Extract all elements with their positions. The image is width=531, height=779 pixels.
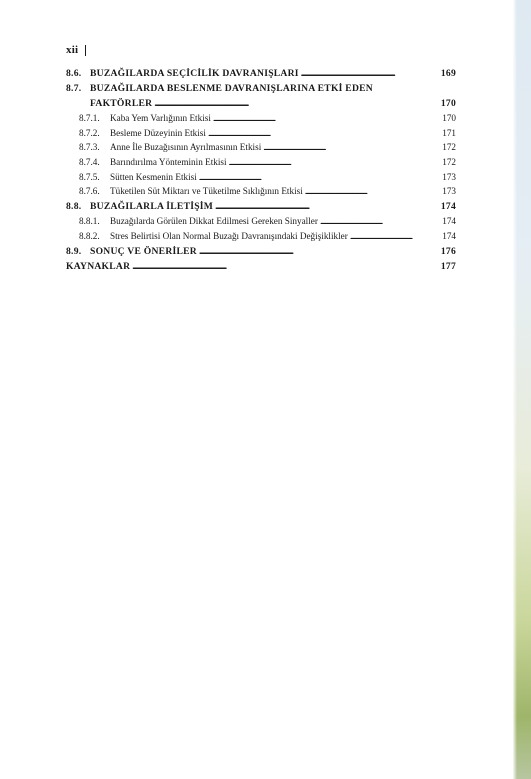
toc-entry-title: SONUÇ VE ÖNERİLER bbox=[90, 245, 197, 257]
toc-entry-8-7-3[interactable] bbox=[66, 142, 456, 157]
toc-entry-number: 8.7.3. bbox=[79, 142, 100, 153]
dot-leader bbox=[301, 68, 439, 79]
dot-leader bbox=[213, 113, 440, 123]
toc-entry-title: BUZAĞILARLA İLETİŞİM bbox=[90, 201, 214, 213]
toc-entry-number: 8.7.2. bbox=[79, 127, 100, 138]
toc-entry-number: 8.7.6. bbox=[79, 186, 100, 197]
toc-entry-page: 172 bbox=[442, 142, 456, 153]
toc-entry-page: 170 bbox=[440, 98, 456, 109]
header-divider bbox=[85, 45, 86, 56]
dot-leader bbox=[132, 261, 439, 272]
page-number: xii bbox=[66, 44, 79, 56]
toc-entry-number: 8.8.2. bbox=[79, 230, 100, 241]
toc-entry-title: Barındırılma Yönteminin Etkisi bbox=[110, 157, 227, 168]
toc-entry-title: BUZAĞILARDA SEÇİCİLİK DAVRANIŞLARI bbox=[90, 68, 299, 79]
toc-entry-title: BUZAĞILARDA BESLENME DAVRANIŞLARINA ETKİ EDEN bbox=[90, 83, 373, 94]
toc-entry-page: 174 bbox=[440, 201, 456, 213]
toc-entry-title: Tüketilen Süt Miktarı ve Tüketilme Sıklığının Etkisi bbox=[110, 186, 303, 197]
running-header bbox=[66, 44, 86, 56]
toc-entry-8-8-1[interactable] bbox=[66, 216, 456, 231]
dot-leader bbox=[215, 201, 439, 212]
toc-entry-8-9[interactable] bbox=[66, 246, 456, 261]
toc-entry-page: 173 bbox=[442, 171, 456, 182]
toc-entry-title: Kaba Yem Varlığının Etkisi bbox=[110, 113, 211, 123]
toc-entry-page: 173 bbox=[442, 186, 456, 197]
toc-entry-number: 8.7.4. bbox=[79, 157, 100, 168]
toc-entry-page: 169 bbox=[440, 68, 456, 79]
toc-entry-title: Stres Belirtisi Olan Normal Buzağı Davranışındaki Değişiklikler bbox=[110, 230, 348, 241]
dot-leader bbox=[320, 216, 440, 226]
toc-entry-number: 8.8.1. bbox=[79, 216, 100, 227]
toc-entry-page: 176 bbox=[440, 245, 456, 257]
dot-leader bbox=[263, 142, 440, 152]
toc-entry-title: Anne İle Buzağısının Ayrılmasının Etkisi bbox=[110, 142, 262, 153]
dot-leader bbox=[199, 172, 440, 182]
toc-entry-8-8-2[interactable] bbox=[66, 231, 456, 246]
dot-leader bbox=[199, 246, 439, 257]
dot-leader bbox=[229, 157, 441, 167]
toc-entry-page: 172 bbox=[442, 157, 456, 168]
toc-entry-number: 8.7.5. bbox=[79, 171, 100, 182]
toc-entry-8-7[interactable] bbox=[66, 83, 456, 98]
toc-entry-title: Sütten Kesmenin Etkisi bbox=[110, 171, 197, 182]
toc-entry-title-continued: FAKTÖRLER bbox=[90, 98, 153, 109]
dot-leader bbox=[208, 128, 440, 138]
toc-entry-number: 8.7. bbox=[66, 83, 82, 94]
toc-entry-title: Buzağılarda Görülen Dikkat Edilmesi Gereken Sinyaller bbox=[110, 216, 318, 227]
toc-entry-8-7-1[interactable] bbox=[66, 113, 456, 128]
dot-leader bbox=[154, 98, 439, 109]
toc-entry-number: 8.9. bbox=[66, 245, 82, 257]
dot-leader bbox=[350, 231, 440, 241]
toc-entry-8-7-2[interactable] bbox=[66, 128, 456, 143]
toc-entry-page: 177 bbox=[440, 260, 456, 272]
toc-entry-page: 170 bbox=[442, 113, 456, 123]
toc-entry-page: 174 bbox=[442, 230, 456, 241]
toc-entry-kaynaklar[interactable] bbox=[66, 261, 456, 276]
toc-entry-page: 174 bbox=[442, 216, 456, 227]
toc-entry-8-8[interactable] bbox=[66, 201, 456, 216]
toc-entry-8-7-5[interactable] bbox=[66, 172, 456, 187]
toc-entry-title: KAYNAKLAR bbox=[66, 260, 131, 272]
toc-entry-8-6[interactable] bbox=[66, 68, 456, 83]
page-edge-photo-strip bbox=[513, 0, 531, 779]
toc-entry-number: 8.8. bbox=[66, 201, 82, 213]
toc-entry-8-7-continued[interactable] bbox=[66, 98, 456, 113]
toc-entry-page: 171 bbox=[442, 127, 456, 138]
toc-entry-number: 8.6. bbox=[66, 68, 82, 79]
toc-entry-8-7-4[interactable] bbox=[66, 157, 456, 172]
dot-leader bbox=[305, 186, 440, 196]
toc-entry-number: 8.7.1. bbox=[79, 113, 100, 123]
toc-entry-8-7-6[interactable] bbox=[66, 186, 456, 201]
toc-entry-title: Besleme Düzeyinin Etkisi bbox=[110, 127, 206, 138]
table-of-contents bbox=[66, 68, 456, 276]
